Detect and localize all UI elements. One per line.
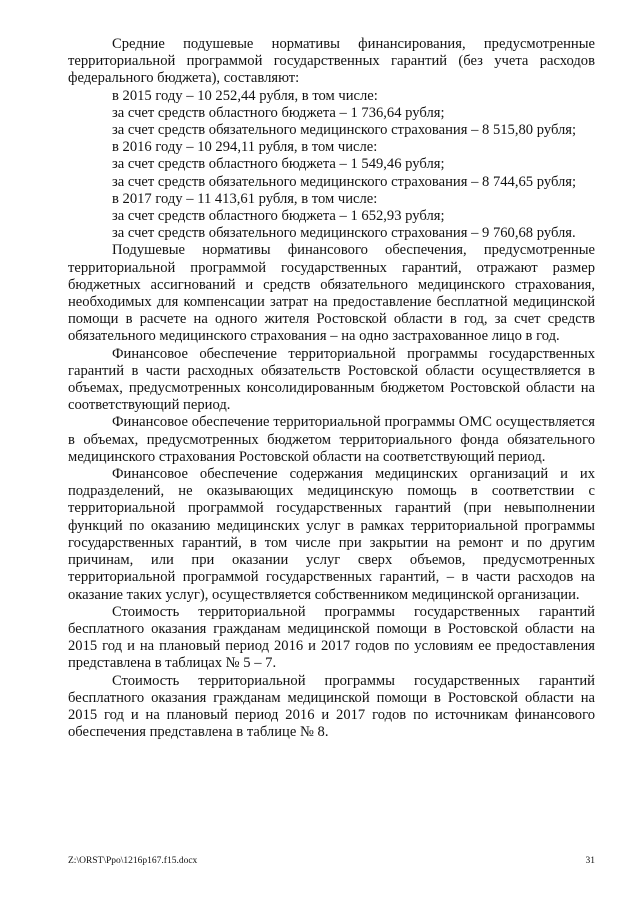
footer-file-path: Z:\ORST\Ppo\1216p167.f15.docx: [68, 856, 198, 866]
norm-line: за счет средств обязательного медицинского страхования – 8 744,65 рубля;: [112, 173, 577, 190]
body-paragraph: Финансовое обеспечение территориальной программы государственных гарантий в части расходных обязательств Ростовской области осуществляется в объемах, предусмотренных консолидированным бюджетом Ростовской области на соответствующий период.: [68, 345, 595, 414]
document-body: [68, 36, 595, 741]
intro-paragraph: Средние подушевые нормативы финансирования, предусмотренные территориальной программой государственных гарантий (без учета расходов федерального бюджета), составляют:: [68, 36, 595, 87]
norm-line: за счет средств областного бюджета – 1 549,46 рубля;: [112, 156, 445, 173]
norm-line: в 2017 году – 11 413,61 рубля, в том числе:: [112, 190, 378, 207]
norm-line: за счет средств обязательного медицинского страхования – 8 515,80 рубля;: [112, 122, 577, 139]
norm-line: за счет средств обязательного медицинского страхования – 9 760,68 рубля.: [112, 225, 576, 242]
norm-line: за счет средств областного бюджета – 1 652,93 рубля;: [112, 208, 445, 225]
norms-list: [68, 88, 595, 243]
body-paragraph: Стоимость территориальной программы государственных гарантий бесплатного оказания гражданам медицинской помощи в Ростовской области на 2015 год и на плановый период 2016 и 2017 годов по источникам финансового обеспечения представлена в таблице № 8.: [68, 672, 595, 741]
body-paragraph: Финансовое обеспечение территориальной программы ОМС осуществляется в объемах, предусмотренных бюджетом территориального фонда обязательного медицинского страхования Ростовской области на соответствующий период.: [68, 414, 595, 465]
body-paragraph: Стоимость территориальной программы государственных гарантий бесплатного оказания гражданам медицинской помощи в Ростовской области на 2015 год и на плановый период 2016 и 2017 годов по условиям ее предоставления представлена в таблицах № 5 – 7.: [68, 603, 595, 672]
body-paragraph: Подушевые нормативы финансового обеспечения, предусмотренные территориальной программой государственных гарантий, отражают размер бюджетных ассигнований и средств обязательного медицинского страхования, необходимых для компенсации затрат на предоставление бесплатной медицинской помощи в расчете на одного жителя Ростовской области в год, за счет средств обязательного медицинского страхования – на одно застрахованное лицо в год.: [68, 242, 595, 345]
body-paragraph: Финансовое обеспечение содержания медицинских организаций и их подразделений, не оказывающих медицинскую помощь в соответствии с территориальной программой государственных гарантий (при невыполнении функций по оказанию медицинских услуг в рамках территориальной программы государственных гарантий, в том числе при закрытии на ремонт и по другим причинам, или при оказании услуг сверх объемов, предусмотренных территориальной программой государственных гарантий, – в части расходов на оказание таких услуг), осуществляется собственником медицинской организации.: [68, 466, 595, 603]
page-number: 31: [585, 856, 595, 866]
norm-line: в 2015 году – 10 252,44 рубля, в том числе:: [112, 87, 378, 104]
norm-line: в 2016 году – 10 294,11 рубля, в том числе:: [112, 139, 378, 156]
norm-line: за счет средств областного бюджета – 1 736,64 рубля;: [112, 104, 445, 121]
